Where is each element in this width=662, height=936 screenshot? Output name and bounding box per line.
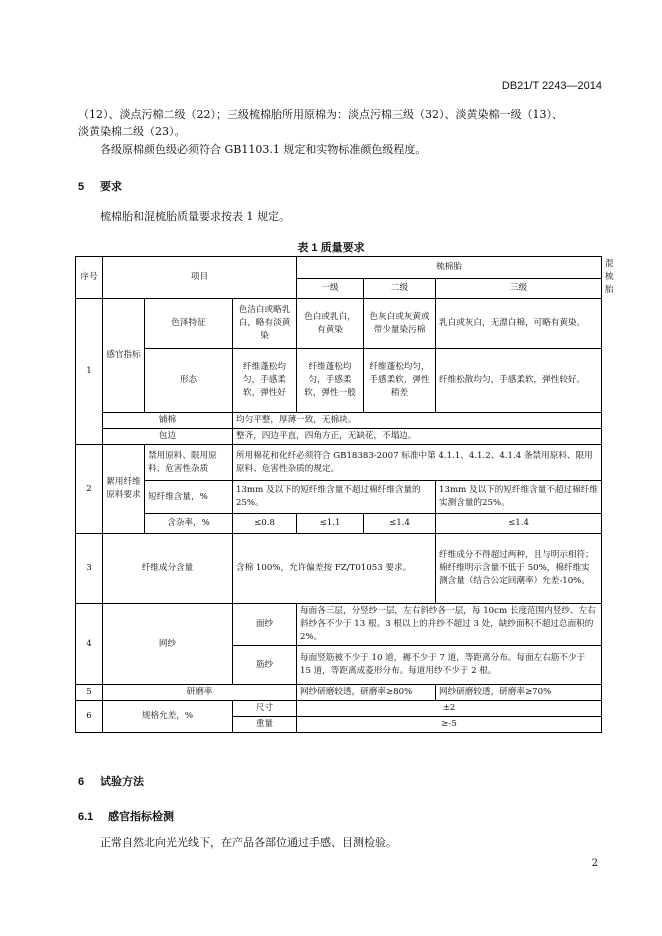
fiber-content-mixed: 纤维成分不得超过两种，且与明示相符；棉纤维明示含量不低于 50%，棉纤维实测含量（结合公定回潮率）允差-10%。 bbox=[436, 534, 602, 604]
form-grade-3: 纤维蓬松均匀，手感柔软，弹性稍差 bbox=[364, 349, 436, 413]
form-mixed: 纤维松散均匀，手感柔软，弹性较好。 bbox=[436, 349, 602, 413]
form-label: 形态 bbox=[145, 349, 233, 413]
section-5-title: 要求 bbox=[100, 181, 122, 193]
header-grade-3: 三级 bbox=[436, 278, 602, 298]
pave-label: 铺棉 bbox=[103, 413, 233, 429]
fiber-content-label: 纤维成分含量 bbox=[103, 534, 233, 604]
section-6-1-text: 正常自然北向光光线下，在产品各部位通过手感、目测检验。 bbox=[100, 836, 397, 849]
page-number: 2 bbox=[591, 858, 598, 869]
section-6-heading bbox=[78, 773, 144, 789]
weight-label: 重量 bbox=[233, 717, 297, 733]
grind-mixed: 网纱研磨较透，研磨率≥70% bbox=[436, 685, 602, 701]
size-label: 尺寸 bbox=[233, 701, 297, 717]
section-5-number: 5 bbox=[78, 181, 85, 193]
edge-label: 包边 bbox=[103, 429, 233, 445]
document-id: DB21/T 2243—2014 bbox=[501, 80, 602, 92]
table-caption: 表 1 质量要求 bbox=[297, 242, 365, 254]
impurity-mixed: ≤1.4 bbox=[436, 514, 602, 534]
intro-line-1: （12）、淡点污棉二级（22）；三级梳棉胎所用原棉为：淡点污棉三级（32）、淡黄染棉一级（13）、 bbox=[78, 108, 563, 121]
section-6-number: 6 bbox=[78, 776, 85, 788]
row-4-number: 4 bbox=[76, 604, 103, 685]
section-5-text: 梳棉胎和混梳胎质量要求按表 1 规定。 bbox=[100, 210, 290, 223]
section-5-heading bbox=[78, 178, 122, 194]
header-shumian: 梳棉胎 bbox=[297, 257, 602, 279]
face-yarn-label: 面纱 bbox=[233, 604, 297, 646]
banned-value: 所用棉花和化纤必须符合 GB18383-2007 标准中第 4.1.1、4.1.2、4.1.4 条禁用原料、限用原料、危害性杂质的规定。 bbox=[233, 445, 602, 481]
rib-yarn-value: 每面竖筋被不少于 10 道，褥不少于 7 道，等距离分布。每面左右筋不少于 15 道，等距离成菱形分布。每道用纱不少于 2 根。 bbox=[297, 646, 602, 685]
size-value: ±2 bbox=[297, 701, 602, 717]
weight-value: ≥-5 bbox=[297, 717, 602, 733]
color-grade-3: 色灰白或灰黄或带少量染污棉 bbox=[364, 299, 436, 349]
impurity-grade-3: ≤1.4 bbox=[364, 514, 436, 534]
form-grade-2: 纤维蓬松均匀，手感柔软，弹性一般 bbox=[297, 349, 364, 413]
impurity-label: 含杂率，% bbox=[145, 514, 233, 534]
section-6-1-heading bbox=[78, 808, 174, 824]
color-mixed: 乳白或灰白，无漂白棉，可略有黄染。 bbox=[436, 299, 602, 349]
grind-shumian: 网纱研磨较透，研磨率≥80% bbox=[297, 685, 436, 701]
row-1-number: 1 bbox=[76, 299, 103, 445]
section-6-1-title: 感官指标检测 bbox=[108, 811, 174, 823]
impurity-grade-1: ≤0.8 bbox=[233, 514, 297, 534]
row-2-group: 絮用纤维原料要求 bbox=[103, 445, 145, 534]
rib-yarn-label: 筋纱 bbox=[233, 646, 297, 685]
short-fiber-mixed: 13mm 及以下的短纤维含量不超过棉纤维实测含量的25%。 bbox=[436, 481, 602, 514]
intro-line-3: 各级原棉颜色级必须符合 GB1103.1 规定和实物标准颜色级程度。 bbox=[100, 143, 427, 156]
color-label: 色泽特征 bbox=[145, 299, 233, 349]
header-grade-2: 二级 bbox=[364, 278, 436, 298]
banned-label: 禁用原料、限用原料、危害性杂质 bbox=[145, 445, 233, 481]
short-fiber-shumian: 13mm 及以下的短纤维含量不超过棉纤维含量的 25%。 bbox=[233, 481, 436, 514]
section-6-title: 试验方法 bbox=[100, 776, 144, 788]
face-yarn-value: 每面各三层，分竖纱一层，左右斜纱各一层，每 10cm 长度范围内竖纱、左右斜纱各不少于 13 根。3 根以上的并纱不超过 3 处，缺纱面积不超过总面积的 2%。 bbox=[297, 604, 602, 646]
row-2-number: 2 bbox=[76, 445, 103, 534]
row-6-number: 6 bbox=[76, 701, 103, 733]
grind-label: 研磨率 bbox=[103, 685, 297, 701]
color-grade-1: 色洁白或略乳白，略有淡黄染 bbox=[233, 299, 297, 349]
row-3-number: 3 bbox=[76, 534, 103, 604]
intro-line-2: 淡黄染棉二级（23）。 bbox=[78, 125, 186, 138]
short-fiber-label: 短纤维含量，% bbox=[145, 481, 233, 514]
edge-value: 整齐，四边平直，四角方正，无缺花，不塌边。 bbox=[233, 429, 602, 445]
form-grade-1: 纤维蓬松均匀，手感柔软，弹性好 bbox=[233, 349, 297, 413]
tolerance-group: 规格允差，% bbox=[103, 701, 233, 733]
row-1-group: 感官指标 bbox=[103, 299, 145, 413]
header-item: 项目 bbox=[103, 257, 297, 299]
pave-value: 均匀平整，厚薄一致，无棉块。 bbox=[233, 413, 602, 429]
row-5-number: 5 bbox=[76, 685, 103, 701]
header-seq: 序号 bbox=[76, 257, 103, 299]
quality-requirements-table: 序号 项目 梳棉胎 混梳胎 一级 二级 三级 1 感官指标 色泽特征 色洁白或略乳白，略有淡黄染 色白或乳白，有黄染 色灰白或灰黄或带少量染污棉 乳白或灰白，无漂白棉，可略有黄染。 形态 纤维蓬松均匀，手感柔软，弹性好 纤维蓬松均匀，手感柔软，弹性一般 纤维蓬松均匀，手感柔软，弹性稍差 纤维松散均匀，手感柔软，弹性较好。 铺棉 均匀平整，厚薄一致，无棉块。 包边 整齐，四边平直，四角方正，无缺花，不塌边。 2 絮用纤维原料要求 禁用原料、限用原料、危害性杂质 所用棉花和化纤必须符合 GB18383-2007 标准中第 4.1.1、4.1.2、4.1.4 条禁用原料、限用原料、危害性杂质的规定。 短纤维含量，% 13mm 及以下的短纤维含量不超过棉纤维含量的 25%。 13mm 及以下的短纤维含量不超过棉纤维实测含量的25%。 含杂率，% ≤0.8 ≤1.1 ≤1.4 ≤1.4 3 纤维成分含量 含棉 100%，允许偏差按 FZ/T01053 要求。 纤维成分不得超过两种，且与明示相符；棉纤维明示含量不低于 50%，棉纤维实测含量（结合公定回潮率）允差-10%。 4 网纱 面纱 每面各三层，分竖纱一层，左右斜纱各一层，每 10cm 长度范围内竖纱、左右斜纱各不少于 13 根。3 根以上的并纱不超过 3 处，缺纱面积不超过总面积的 2%。 筋纱 每面竖筋被不少于 10 道，褥不少于 7 道，等距离分布。每面左右筋不少于 15 道，等距离成菱形分布。每道用纱不少于 2 根。 5 研磨率 网纱研磨较透，研磨率≥80% 网纱研磨较透，研磨率≥70% 6 规格允差，% 尺寸 ±2 重量 ≥-5 bbox=[75, 256, 602, 733]
color-grade-2: 色白或乳白，有黄染 bbox=[297, 299, 364, 349]
header-grade-1: 一级 bbox=[297, 278, 364, 298]
impurity-grade-2: ≤1.1 bbox=[297, 514, 364, 534]
section-6-1-number: 6.1 bbox=[78, 811, 94, 823]
mesh-group: 网纱 bbox=[103, 604, 233, 685]
fiber-content-shumian: 含棉 100%，允许偏差按 FZ/T01053 要求。 bbox=[233, 534, 436, 604]
